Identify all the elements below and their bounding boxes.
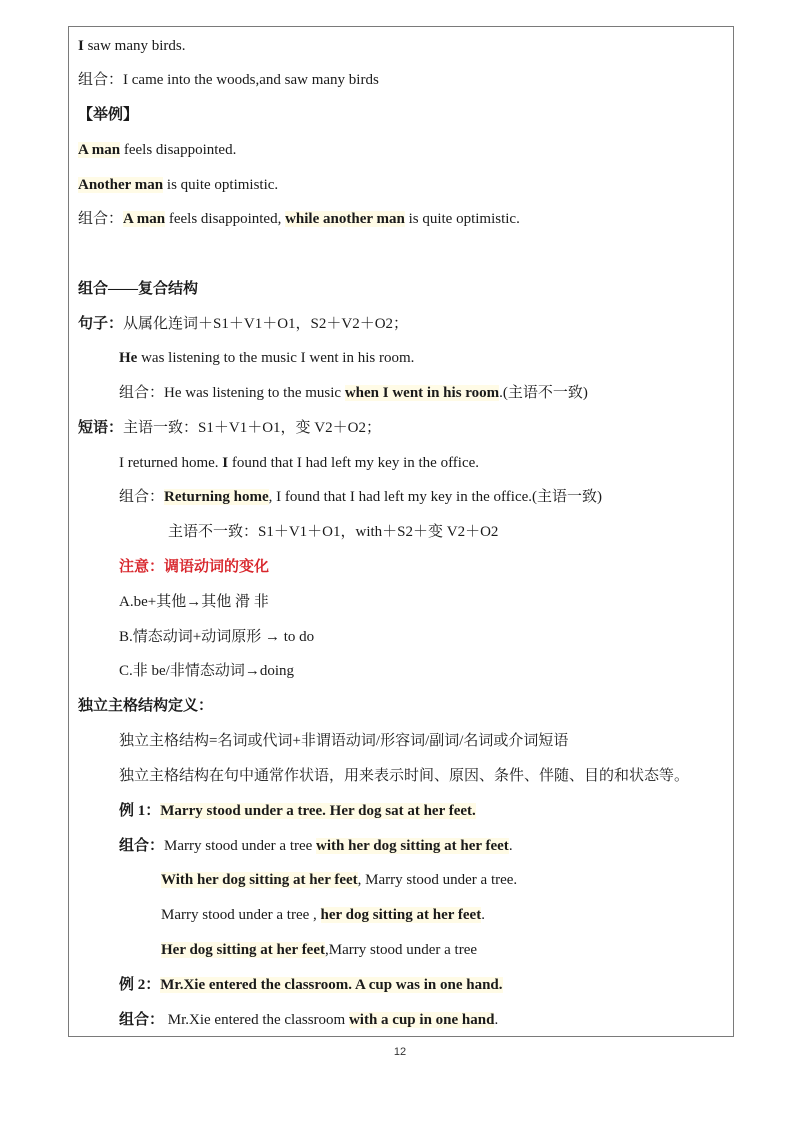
definition-line: 独立主格结构在句中通常作状语，用来表示时间、原因、条件、伴随、目的和状态等。 [119,768,690,784]
example-label: 例 1： [119,803,161,819]
sentence-text: .(主语不一致) [499,385,588,401]
subject-word: I [222,455,229,471]
text-line [119,975,503,995]
combine-label: 组合： [119,489,165,505]
sentence-text: is quite optimistic. [404,211,520,227]
highlight-text: Returning home [164,489,269,505]
highlight-text: Marry stood under a tree. Her dog sat at her feet. [160,803,476,819]
text-line [78,314,408,334]
highlight-text: Her dog sitting at her feet [161,942,325,958]
sentence-text: Mr.Xie entered the classroom [164,1012,349,1028]
text-line [161,905,485,925]
sentence-text: , I found that I had left my key in the office.(主语一致) [268,489,602,505]
sentence-text: saw many birds. [83,38,186,54]
highlight-text: With her dog sitting at her feet [161,872,358,888]
sentence-text: . [481,907,485,923]
sentence-text: I returned home. [119,455,223,471]
text-line [78,36,186,56]
highlight-text: while another man [285,211,405,227]
sentence-text: Marry stood under a tree , [161,907,321,923]
subject-word: He [119,350,138,366]
sentence-text: He was listening to the music [164,385,345,401]
highlight-text: with her dog sitting at her feet [316,838,509,854]
formula-text: 从属化连词＋S1＋V1＋O1，S2＋V2＋O2； [123,316,409,332]
sentence-text: is quite optimistic. [163,177,279,193]
text-line [119,487,602,507]
text-line [78,175,278,195]
combine-label: 组合： [78,72,124,88]
definition-line: 独立主格结构=名词或代词+非谓语动词/形容词/副词/名词或介词短语 [119,733,569,749]
combine-label: 组合： [78,211,124,227]
text-line [119,836,513,856]
text-line [78,418,381,438]
text-line [161,940,477,960]
formula-line: 主语不一致：S1＋V1＋O1，with＋S2＋变 V2＋O2 [168,524,499,540]
combine-label: 组合： [119,1012,165,1028]
highlight-text: her dog sitting at her feet [320,907,482,923]
sentence-text: . [494,1012,499,1028]
text-line [78,140,236,160]
rule-item: A.be+其他→其他 滑 非 [119,594,269,610]
combine-label: 组合： [119,385,165,401]
page-number: 12 [393,1046,407,1058]
sentence-text: was listening to the music I went in his room. [137,350,415,366]
text-line [161,870,517,890]
text-line [119,348,414,368]
formula-text: 主语一致：S1＋V1＋O1，变 V2＋O2； [123,420,381,436]
text-line [78,70,379,90]
text-line [119,801,476,821]
sentence-text: , Marry stood under a tree. [357,872,518,888]
note-heading: 注意：调语动词的变化 [119,559,270,575]
section-heading: 独立主格结构定义： [78,698,214,714]
sentence-text: ,Marry stood under a tree [325,942,478,958]
highlight-text: A man [123,211,166,227]
sentence-text: I came into the woods,and saw many birds [123,72,379,88]
subject-word: I [78,38,84,54]
sentence-text: found that I had left my key in the office. [228,455,480,471]
highlight-text: Another man [78,177,164,193]
combine-label: 组合： [119,838,165,854]
section-heading: 组合——复合结构 [78,281,199,297]
sentence-text: . [508,838,513,854]
highlight-text: when I went in his room [344,385,500,401]
highlight-text: A man [78,142,121,158]
sentence-text: feels disappointed, [165,211,286,227]
text-line [119,453,479,473]
rule-item: B.情态动词+动词原形 → to do [119,629,315,645]
rule-item: C.非 be/非情态动词→doing [119,663,294,679]
text-line [119,383,588,403]
sentence-label: 句子： [78,316,124,332]
text-line [78,209,520,229]
highlight-text: with a cup in one hand [348,1012,495,1028]
section-heading: 【举例】 [78,107,139,123]
phrase-label: 短语： [78,420,124,436]
sentence-text: feels disappointed. [120,142,237,158]
example-label: 例 2： [119,977,161,993]
sentence-text: Marry stood under a tree [164,838,317,854]
highlight-text: Mr.Xie entered the classroom. A cup was in one hand. [160,977,503,993]
text-line [119,1010,498,1030]
